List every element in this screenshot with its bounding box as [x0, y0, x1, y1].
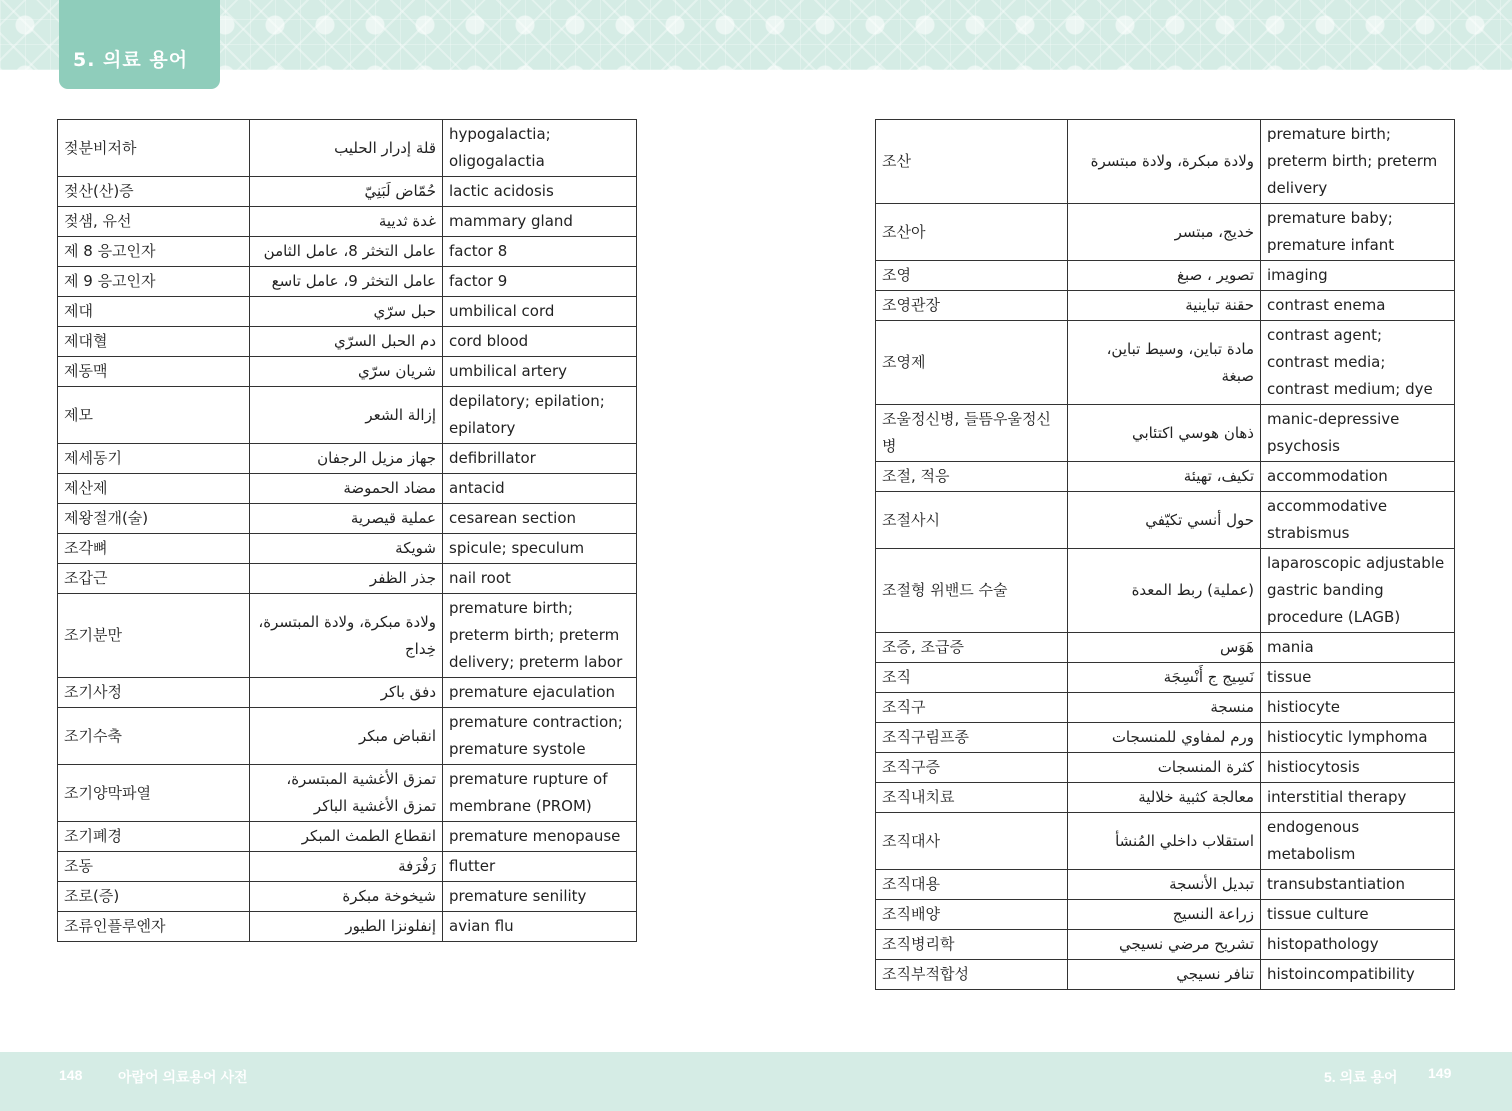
term-korean: 조직대용: [876, 870, 1068, 900]
table-row: [58, 534, 637, 564]
table-row: [876, 549, 1455, 633]
term-korean: 조산: [876, 120, 1068, 204]
table-row: [876, 663, 1455, 693]
term-english: cord blood: [443, 327, 637, 357]
term-arabic: (عملية) ربط المعدة: [1068, 549, 1261, 633]
term-arabic: استقلاب داخلي المُنشأ: [1068, 813, 1261, 870]
term-korean: 조절, 적응: [876, 462, 1068, 492]
term-english: premature rupture of membrane (PROM): [443, 765, 637, 822]
table-row: [58, 474, 637, 504]
table-row: [876, 462, 1455, 492]
term-korean: 조갑근: [58, 564, 250, 594]
table-row: [58, 444, 637, 474]
term-korean: 조영: [876, 261, 1068, 291]
header-pattern-band: [0, 0, 1512, 70]
table-row: [876, 930, 1455, 960]
term-korean: 제왕절개(술): [58, 504, 250, 534]
term-arabic: رَفْرَفة: [250, 852, 443, 882]
table-row: [58, 297, 637, 327]
term-arabic: حول أنسي تكيّفي: [1068, 492, 1261, 549]
term-english: contrast enema: [1261, 291, 1455, 321]
term-english: umbilical artery: [443, 357, 637, 387]
right-page-number: 149: [1428, 1065, 1452, 1081]
table-row: [876, 813, 1455, 870]
term-english: histopathology: [1261, 930, 1455, 960]
term-english: premature menopause: [443, 822, 637, 852]
table-row: [876, 492, 1455, 549]
term-arabic: تكيف، تهيئة: [1068, 462, 1261, 492]
term-english: factor 8: [443, 237, 637, 267]
table-row: [876, 204, 1455, 261]
term-korean: 조직구증: [876, 753, 1068, 783]
term-english: flutter: [443, 852, 637, 882]
table-row: [58, 708, 637, 765]
term-english: cesarean section: [443, 504, 637, 534]
table-row: [876, 753, 1455, 783]
term-arabic: هَوَس: [1068, 633, 1261, 663]
term-arabic: شريان سرّي: [250, 357, 443, 387]
table-row: [876, 291, 1455, 321]
table-row: [58, 357, 637, 387]
left-book-title: 아랍어 의료용어 사전: [118, 1069, 248, 1085]
term-english: accommodative strabismus: [1261, 492, 1455, 549]
term-korean: 조산아: [876, 204, 1068, 261]
term-english: laparoscopic adjustable gastric banding procedure (LAGB): [1261, 549, 1455, 633]
term-korean: 조기양막파열: [58, 765, 250, 822]
glossary-table-left: [57, 119, 637, 942]
term-korean: 제대: [58, 297, 250, 327]
table-row: [58, 120, 637, 177]
glossary-table-right: [875, 119, 1455, 990]
term-korean: 조직: [876, 663, 1068, 693]
table-row: [876, 783, 1455, 813]
table-row: [876, 723, 1455, 753]
table-row: [876, 321, 1455, 405]
term-korean: 조류인플루엔자: [58, 912, 250, 942]
term-english: umbilical cord: [443, 297, 637, 327]
term-english: interstitial therapy: [1261, 783, 1455, 813]
table-row: [58, 852, 637, 882]
term-arabic: جهاز مزيل الرجفان: [250, 444, 443, 474]
term-arabic: انقباض مبكر: [250, 708, 443, 765]
table-row: [58, 387, 637, 444]
term-korean: 제 9 응고인자: [58, 267, 250, 297]
term-english: histiocytosis: [1261, 753, 1455, 783]
term-english: tissue culture: [1261, 900, 1455, 930]
term-arabic: ولادة مبكرة، ولادة مبتسرة: [1068, 120, 1261, 204]
term-arabic: دم الحبل السرّي: [250, 327, 443, 357]
term-english: histiocyte: [1261, 693, 1455, 723]
term-english: avian flu: [443, 912, 637, 942]
term-arabic: ذهان هوسي اكتئابي: [1068, 405, 1261, 462]
term-arabic: كثرة المنسجات: [1068, 753, 1261, 783]
term-arabic: ولادة مبكرة، ولادة المبتسرة، خِداج: [250, 594, 443, 678]
table-row: [58, 327, 637, 357]
term-korean: 조직병리학: [876, 930, 1068, 960]
term-arabic: إزالة الشعر: [250, 387, 443, 444]
term-korean: 조울정신병, 들뜸우울정신병: [876, 405, 1068, 462]
term-english: premature birth; preterm birth; preterm delivery; preterm labor: [443, 594, 637, 678]
table-row: [876, 960, 1455, 990]
table-row: [58, 564, 637, 594]
term-arabic: تشريح مرضي نسيجي: [1068, 930, 1261, 960]
term-arabic: عامل التخثر 9، عامل تاسع: [250, 267, 443, 297]
term-korean: 제세동기: [58, 444, 250, 474]
term-korean: 조로(증): [58, 882, 250, 912]
term-english: premature birth; preterm birth; preterm delivery: [1261, 120, 1455, 204]
term-korean: 조직배양: [876, 900, 1068, 930]
table-row: [58, 594, 637, 678]
term-korean: 조영제: [876, 321, 1068, 405]
term-arabic: دفق باكر: [250, 678, 443, 708]
table-row: [58, 207, 637, 237]
term-english: hypogalactia; oligogalactia: [443, 120, 637, 177]
table-row: [876, 870, 1455, 900]
term-arabic: حبل سرّي: [250, 297, 443, 327]
term-korean: 조기수축: [58, 708, 250, 765]
term-english: histoincompatibility: [1261, 960, 1455, 990]
term-arabic: تمزق الأغشية المبتسرة، تمزق الأغشية الباكر: [250, 765, 443, 822]
term-korean: 조영관장: [876, 291, 1068, 321]
term-arabic: تصوير ، صبغ: [1068, 261, 1261, 291]
term-english: nail root: [443, 564, 637, 594]
term-english: manic-depressive psychosis: [1261, 405, 1455, 462]
table-row: [876, 633, 1455, 663]
term-english: spicule; speculum: [443, 534, 637, 564]
term-arabic: مضاد الحموضة: [250, 474, 443, 504]
term-arabic: شويكة: [250, 534, 443, 564]
term-arabic: إنفلونزا الطيور: [250, 912, 443, 942]
term-arabic: تنافر نسيجي: [1068, 960, 1261, 990]
term-arabic: شيخوخة مبكرة: [250, 882, 443, 912]
term-arabic: نَسِيج ج أَنْسِجَة: [1068, 663, 1261, 693]
term-arabic: منسجة: [1068, 693, 1261, 723]
term-korean: 조직부적합성: [876, 960, 1068, 990]
term-english: lactic acidosis: [443, 177, 637, 207]
term-arabic: حقنة تباينية: [1068, 291, 1261, 321]
term-korean: 젖분비저하: [58, 120, 250, 177]
term-arabic: تبديل الأنسجة: [1068, 870, 1261, 900]
table-row: [58, 678, 637, 708]
term-arabic: انقطاع الطمث المبكر: [250, 822, 443, 852]
table-row: [58, 912, 637, 942]
table-row: [58, 237, 637, 267]
table-row: [876, 120, 1455, 204]
term-english: mammary gland: [443, 207, 637, 237]
term-english: premature senility: [443, 882, 637, 912]
term-arabic: ورم لمفاوي للمنسجات: [1068, 723, 1261, 753]
term-korean: 제산제: [58, 474, 250, 504]
term-english: premature contraction; premature systole: [443, 708, 637, 765]
table-row: [58, 882, 637, 912]
term-arabic: خديج، مبتسر: [1068, 204, 1261, 261]
term-english: premature baby; premature infant: [1261, 204, 1455, 261]
table-row: [876, 405, 1455, 462]
term-arabic: عامل التخثر 8، عامل الثامن: [250, 237, 443, 267]
term-english: premature ejaculation: [443, 678, 637, 708]
term-korean: 조기폐경: [58, 822, 250, 852]
table-row: [58, 504, 637, 534]
term-english: mania: [1261, 633, 1455, 663]
term-korean: 조직구: [876, 693, 1068, 723]
term-korean: 조증, 조급증: [876, 633, 1068, 663]
table-row: [876, 900, 1455, 930]
term-english: defibrillator: [443, 444, 637, 474]
term-korean: 제동맥: [58, 357, 250, 387]
term-arabic: جذر الظفر: [250, 564, 443, 594]
term-korean: 조직구림프종: [876, 723, 1068, 753]
term-korean: 젖샘, 유선: [58, 207, 250, 237]
term-english: factor 9: [443, 267, 637, 297]
term-korean: 젖산(산)증: [58, 177, 250, 207]
table-row: [876, 693, 1455, 723]
term-korean: 조기분만: [58, 594, 250, 678]
term-korean: 조각뼈: [58, 534, 250, 564]
term-english: antacid: [443, 474, 637, 504]
term-arabic: قلة إدرار الحليب: [250, 120, 443, 177]
term-arabic: معالجة كثبية خلالية: [1068, 783, 1261, 813]
term-korean: 조기사정: [58, 678, 250, 708]
right-chapter-title: 5. 의료 용어: [1324, 1069, 1398, 1085]
chapter-title: 5. 의료 용어: [73, 49, 189, 71]
term-korean: 제모: [58, 387, 250, 444]
term-arabic: عملية قيصرية: [250, 504, 443, 534]
term-english: depilatory; epilation; epilatory: [443, 387, 637, 444]
table-row: [876, 261, 1455, 291]
term-english: contrast agent; contrast media; contrast medium; dye: [1261, 321, 1455, 405]
table-row: [58, 267, 637, 297]
term-english: tissue: [1261, 663, 1455, 693]
term-english: accommodation: [1261, 462, 1455, 492]
table-row: [58, 822, 637, 852]
term-arabic: مادة تباين، وسيط تباين، صبغة: [1068, 321, 1261, 405]
term-korean: 조직대사: [876, 813, 1068, 870]
table-row: [58, 177, 637, 207]
term-korean: 조절사시: [876, 492, 1068, 549]
term-korean: 조직내치료: [876, 783, 1068, 813]
term-english: endogenous metabolism: [1261, 813, 1455, 870]
term-korean: 조동: [58, 852, 250, 882]
term-english: histiocytic lymphoma: [1261, 723, 1455, 753]
term-english: imaging: [1261, 261, 1455, 291]
left-page-number: 148: [59, 1067, 83, 1083]
term-korean: 제대혈: [58, 327, 250, 357]
table-row: [58, 765, 637, 822]
term-english: transubstantiation: [1261, 870, 1455, 900]
term-arabic: زراعة النسيج: [1068, 900, 1261, 930]
term-korean: 조절형 위밴드 수술: [876, 549, 1068, 633]
term-arabic: غدة ثديية: [250, 207, 443, 237]
term-korean: 제 8 응고인자: [58, 237, 250, 267]
term-arabic: حُمّاض لَبَنِيّ: [250, 177, 443, 207]
chapter-tab: [59, 0, 220, 89]
